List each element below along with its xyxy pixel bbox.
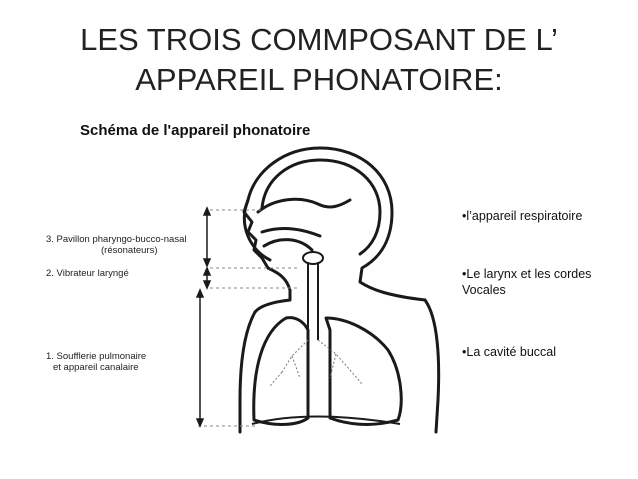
label-bellows-line-2: et appareil canalaire — [53, 362, 139, 373]
slide-title-line-2: APPAREIL PHONATOIRE: — [135, 62, 503, 97]
figure-title: Schéma de l'appareil phonatoire — [80, 122, 311, 139]
bullet-larynx-line-2: Vocales — [462, 283, 506, 297]
range-arrowhead-resonators-top — [204, 208, 210, 215]
head-outline — [244, 148, 425, 300]
torso-right — [425, 300, 439, 432]
label-vibrator: 2. Vibrateur laryngé — [46, 268, 129, 279]
range-arrowhead-vibrator-bottom — [204, 281, 210, 288]
neck-front — [255, 268, 290, 312]
bullet-larynx — [462, 266, 632, 298]
bullet-oral-cavity: •La cavité buccal — [462, 345, 557, 359]
palate — [262, 229, 320, 236]
range-arrowhead-vibrator-top — [204, 268, 210, 275]
bronchi-left — [270, 340, 308, 386]
bullet-respiratory: •l’appareil respiratoire — [462, 209, 583, 223]
larynx — [303, 252, 323, 264]
label-resonators-line-1: 3. Pavillon pharyngo-bucco-nasal — [46, 234, 187, 245]
range-arrowhead-bellows-bottom — [197, 419, 203, 426]
right-lung — [326, 318, 401, 424]
bullet-larynx-line-1: •Le larynx et les cordes — [462, 267, 592, 281]
left-lung — [254, 318, 308, 425]
range-arrowhead-bellows-top — [197, 290, 203, 297]
slide-title-line-1: LES TROIS COMMPOSANT DE L’ — [80, 22, 558, 57]
range-arrowhead-resonators-bottom — [204, 259, 210, 266]
label-bellows-line-1: 1. Soufflerie pulmonaire — [46, 351, 147, 362]
tongue — [264, 240, 312, 250]
bronchi-right — [318, 340, 362, 384]
label-resonators-line-2: (résonateurs) — [101, 245, 158, 256]
nasal-cavity — [258, 199, 350, 212]
